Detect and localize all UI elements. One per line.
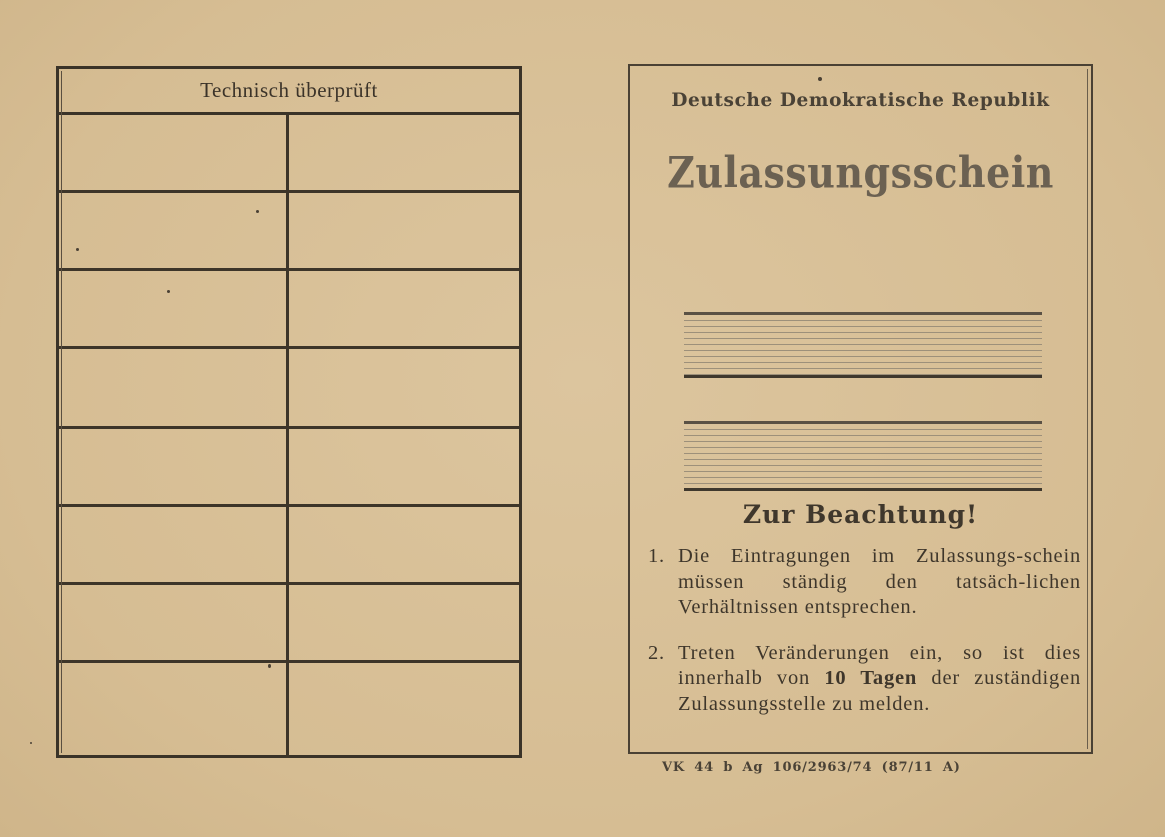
ink-speck bbox=[76, 248, 79, 251]
ruled-entry-field-2 bbox=[684, 421, 1042, 491]
inspection-cell bbox=[59, 193, 289, 268]
inspection-row bbox=[59, 115, 519, 193]
ruled-entry-field-1 bbox=[684, 312, 1042, 378]
form-code: VK 44 b Ag 106/2963/74 (87/11 A) bbox=[662, 760, 961, 775]
notice-list bbox=[648, 544, 1081, 737]
inspection-cell bbox=[292, 663, 519, 758]
inspection-row bbox=[59, 507, 519, 585]
inspection-grid bbox=[59, 115, 519, 758]
ink-speck bbox=[30, 742, 32, 744]
notice-text bbox=[678, 641, 1081, 718]
ink-speck bbox=[268, 664, 271, 668]
notice-item-1 bbox=[648, 544, 1081, 621]
inspection-row bbox=[59, 429, 519, 507]
inspection-table-title: Technisch überprüft bbox=[59, 69, 519, 115]
cover-panel bbox=[628, 64, 1093, 754]
inspection-table bbox=[56, 66, 522, 758]
inspection-cell bbox=[59, 271, 289, 346]
notice-number: 1. bbox=[648, 545, 665, 567]
inspection-cell bbox=[292, 115, 519, 190]
notice-text: Die Eintragungen im Zulassungs-schein müssen ständig den tatsäch-lichen Verhältnissen entsprechen. bbox=[678, 545, 1081, 618]
inspection-row bbox=[59, 349, 519, 429]
ink-speck bbox=[256, 210, 259, 213]
ink-speck bbox=[167, 290, 170, 293]
inspection-cell bbox=[292, 429, 519, 504]
inspection-cell bbox=[59, 429, 289, 504]
inspection-cell bbox=[292, 349, 519, 426]
inspection-cell bbox=[59, 585, 289, 660]
notice-deadline: 10 Tagen bbox=[824, 667, 918, 689]
notice-text-part: Treten Veränderungen ein, so ist dies innerhalb von bbox=[678, 641, 1081, 689]
inspection-row bbox=[59, 193, 519, 271]
country-name: Deutsche Demokratische Republik bbox=[671, 90, 1050, 111]
notice-heading: Zur Beachtung! bbox=[742, 500, 979, 529]
inspection-cell bbox=[59, 507, 289, 582]
inspection-row bbox=[59, 271, 519, 349]
inspection-cell bbox=[59, 115, 289, 190]
inspection-cell bbox=[292, 585, 519, 660]
notice-text-part: der zuständigen Zulassungsstelle zu melden. bbox=[678, 667, 1081, 715]
inspection-cell bbox=[292, 507, 519, 582]
inspection-cell bbox=[292, 193, 519, 268]
inspection-row bbox=[59, 663, 519, 758]
notice-item-2 bbox=[648, 641, 1081, 718]
inspection-cell bbox=[292, 271, 519, 346]
notice-number: 2. bbox=[648, 641, 665, 664]
inspection-cell bbox=[59, 349, 289, 426]
inspection-row bbox=[59, 585, 519, 663]
ink-speck bbox=[818, 77, 822, 81]
inspection-cell bbox=[59, 663, 289, 758]
document-title: Zulassungsschein bbox=[667, 147, 1054, 198]
